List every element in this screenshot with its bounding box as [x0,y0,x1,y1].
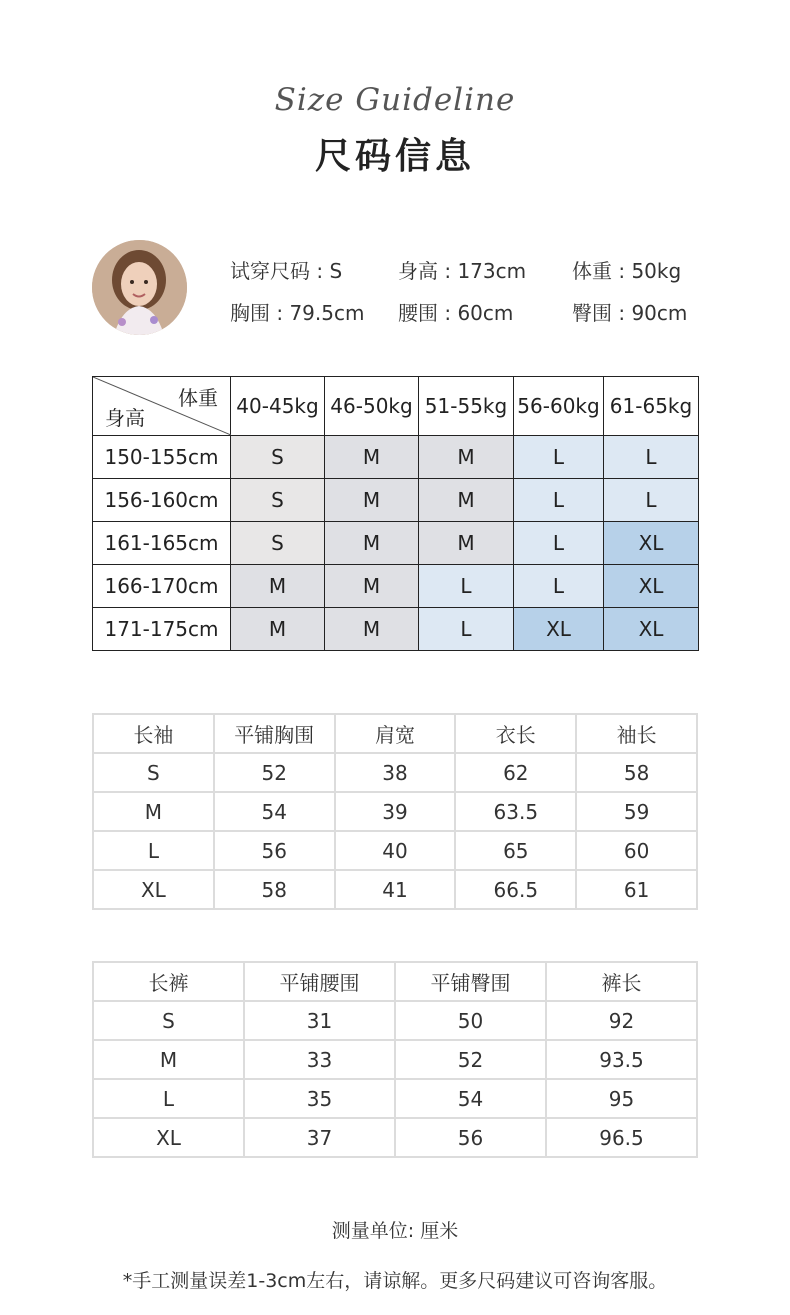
table-row [93,870,697,909]
column-header: 衣长 [455,714,576,753]
size-cell: L [514,522,604,565]
size-cell: M [231,608,325,651]
size-cell: M [419,479,514,522]
table-cell: 41 [335,870,456,909]
weight-header: 61-65kg [604,377,699,436]
table-cell: 39 [335,792,456,831]
script-title: Size Guideline [274,82,516,118]
top-measurement-table [92,713,698,910]
column-header: 平铺臀围 [395,962,546,1001]
measurement-note: *手工测量误差1-3cm左右，请谅解。更多尺码建议可咨询客服。 [122,1270,668,1292]
weight-header: 40-45kg [231,377,325,436]
table-cell: 63.5 [455,792,576,831]
table-cell: 37 [244,1118,395,1157]
table-cell: 59 [576,792,697,831]
size-cell: XL [604,522,699,565]
size-cell: L [514,436,604,479]
table-cell: 62 [455,753,576,792]
table-cell: 66.5 [455,870,576,909]
size-cell: M [419,436,514,479]
table-row [93,792,697,831]
size-cell: M [325,479,419,522]
height-cell: 171-175cm [93,608,231,651]
table-cell: 93.5 [546,1040,697,1079]
table-cell: 35 [244,1079,395,1118]
size-cell: L [604,436,699,479]
page-title: 尺码信息 [314,136,475,177]
table-cell: 61 [576,870,697,909]
size-cell: S [231,436,325,479]
table-cell: 52 [395,1040,546,1079]
size-cell: M [325,608,419,651]
table-cell: 52 [214,753,335,792]
table-cell: S [93,753,214,792]
size-cell: XL [514,608,604,651]
table-cell: L [93,831,214,870]
table-cell: 38 [335,753,456,792]
height-cell: 150-155cm [93,436,231,479]
table-row [93,1040,697,1079]
table-cell: S [93,1001,244,1040]
model-hip: 臀围 : 90cm [572,301,688,325]
weight-header: 46-50kg [325,377,419,436]
size-cell: M [325,565,419,608]
table-row [93,753,697,792]
height-cell: 161-165cm [93,522,231,565]
size-cell: M [325,522,419,565]
column-header: 平铺腰围 [244,962,395,1001]
table-cell: 54 [214,792,335,831]
table-cell: 56 [214,831,335,870]
column-header: 长裤 [93,962,244,1001]
column-header: 肩宽 [335,714,456,753]
table-cell: 58 [214,870,335,909]
size-grid-header-row [93,377,699,436]
table-cell: XL [93,870,214,909]
column-header: 长袖 [93,714,214,753]
pants-table-header-row [93,962,697,1001]
size-cell: L [514,479,604,522]
table-row [93,1079,697,1118]
measurement-unit: 测量单位: 厘米 [331,1220,459,1242]
size-cell: L [419,608,514,651]
table-cell: 33 [244,1040,395,1079]
table-cell: 54 [395,1079,546,1118]
table-cell: 95 [546,1079,697,1118]
model-bust: 胸围 : 79.5cm [230,301,365,325]
size-cell: S [231,479,325,522]
table-cell: 31 [244,1001,395,1040]
model-waist: 腰围 : 60cm [398,301,514,325]
size-cell: XL [604,565,699,608]
corner-height-label: 身高 [105,406,145,430]
model-avatar [92,240,187,335]
pants-measurement-table [92,961,698,1158]
size-grid-row [93,565,699,608]
table-cell: M [93,792,214,831]
weight-header: 56-60kg [514,377,604,436]
size-grid-row [93,436,699,479]
size-grid-corner [93,377,231,436]
size-cell: M [231,565,325,608]
size-cell: M [419,522,514,565]
column-header: 平铺胸围 [214,714,335,753]
table-cell: M [93,1040,244,1079]
table-row [93,831,697,870]
column-header: 裤长 [546,962,697,1001]
corner-weight-label: 体重 [178,386,218,410]
size-cell: L [514,565,604,608]
model-try-size: 试穿尺码 : S [230,259,343,283]
table-row [93,1118,697,1157]
table-cell: XL [93,1118,244,1157]
table-cell: 92 [546,1001,697,1040]
table-cell: 50 [395,1001,546,1040]
table-row [93,1001,697,1040]
table-cell: 96.5 [546,1118,697,1157]
size-recommendation-table [92,376,699,651]
size-grid-row [93,522,699,565]
size-cell: L [419,565,514,608]
table-cell: 58 [576,753,697,792]
size-cell: XL [604,608,699,651]
table-cell: 60 [576,831,697,870]
table-cell: 40 [335,831,456,870]
size-cell: M [325,436,419,479]
model-weight: 体重 : 50kg [572,259,682,283]
top-table-header-row [93,714,697,753]
height-cell: 166-170cm [93,565,231,608]
column-header: 袖长 [576,714,697,753]
model-height: 身高 : 173cm [398,259,527,283]
table-cell: L [93,1079,244,1118]
size-cell: L [604,479,699,522]
table-cell: 56 [395,1118,546,1157]
weight-header: 51-55kg [419,377,514,436]
table-cell: 65 [455,831,576,870]
size-cell: S [231,522,325,565]
size-grid-row [93,479,699,522]
size-grid-row [93,608,699,651]
height-cell: 156-160cm [93,479,231,522]
